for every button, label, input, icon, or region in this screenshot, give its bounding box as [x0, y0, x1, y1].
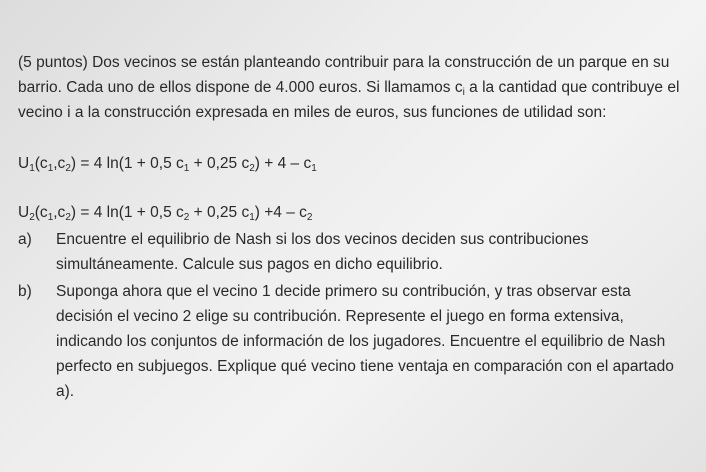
- eq2-arg1-index: 1: [47, 212, 54, 223]
- eq2-u-index: 2: [29, 212, 35, 223]
- question-list: [18, 227, 698, 404]
- eq2-args-mid: ,c: [53, 204, 66, 221]
- question-a-text: Encuentre el equilibrio de Nash si los dos vecinos deciden sus contribuciones simultáneamente. Calcule sus pagos en dicho equilibrio.: [56, 231, 589, 273]
- eq1-u: U: [18, 155, 30, 172]
- eq2-sub-3: 2: [306, 212, 313, 223]
- eq2-u: U: [18, 204, 30, 221]
- utility-function-1: [18, 151, 698, 176]
- question-b-marker: b): [18, 283, 32, 300]
- subscript-i: i: [462, 87, 465, 98]
- eq2-rhs-mid: + 0,25 c: [189, 204, 250, 221]
- utility-function-2: [18, 200, 698, 225]
- eq2-rhs-end: ) +4 – c: [254, 204, 307, 221]
- eq1-arg2-index: 2: [65, 163, 71, 174]
- eq1-args-mid: ,c: [53, 155, 66, 172]
- eq2-arg2-index: 2: [65, 212, 71, 223]
- eq1-rhs-mid: + 0,25 c: [189, 155, 250, 172]
- problem-sheet: [18, 50, 698, 404]
- question-b-text: Suponga ahora que el vecino 1 decide primero su contribución, y tras observar esta decisión el vecino 2 elige su contribución. Represente el juego en forma extensiva, indicando los conjuntos de información de los jugadores. Encuentre el equilibrio de Nash perfecto en subjuegos. Explique qué vecino tiene ventaja en comparación con el apartado a).: [56, 283, 674, 400]
- eq2-rhs-start: ) = 4 ln(1 + 0,5 c: [70, 204, 184, 221]
- eq1-sub-1: 1: [183, 163, 190, 174]
- problem-statement-part-2: a la cantidad que contribuye el vecino i a la construcción expresada en miles de euros, sus funciones de utilidad son:: [18, 79, 680, 121]
- eq2-args-open: (c: [34, 204, 48, 221]
- eq1-u-index: 1: [29, 163, 35, 174]
- problem-statement-part-1: (5 puntos) Dos vecinos se están planteando contribuir para la construcción de un parque en su barrio. Cada uno de ellos dispone de 4.000 euros. Si llamamos c: [18, 54, 670, 96]
- question-a-marker: a): [18, 231, 32, 248]
- problem-statement: [18, 50, 688, 125]
- eq1-rhs-end: ) + 4 – c: [254, 155, 312, 172]
- question-b: [18, 279, 698, 404]
- eq1-sub-2: 2: [249, 163, 255, 174]
- eq1-args-open: (c: [34, 155, 48, 172]
- eq1-arg1-index: 1: [47, 163, 54, 174]
- eq1-rhs-start: ) = 4 ln(1 + 0,5 c: [70, 155, 184, 172]
- eq2-sub-1: 2: [183, 212, 190, 223]
- question-a: [18, 227, 698, 277]
- eq2-sub-2: 1: [249, 212, 255, 223]
- eq1-sub-3: 1: [311, 163, 317, 174]
